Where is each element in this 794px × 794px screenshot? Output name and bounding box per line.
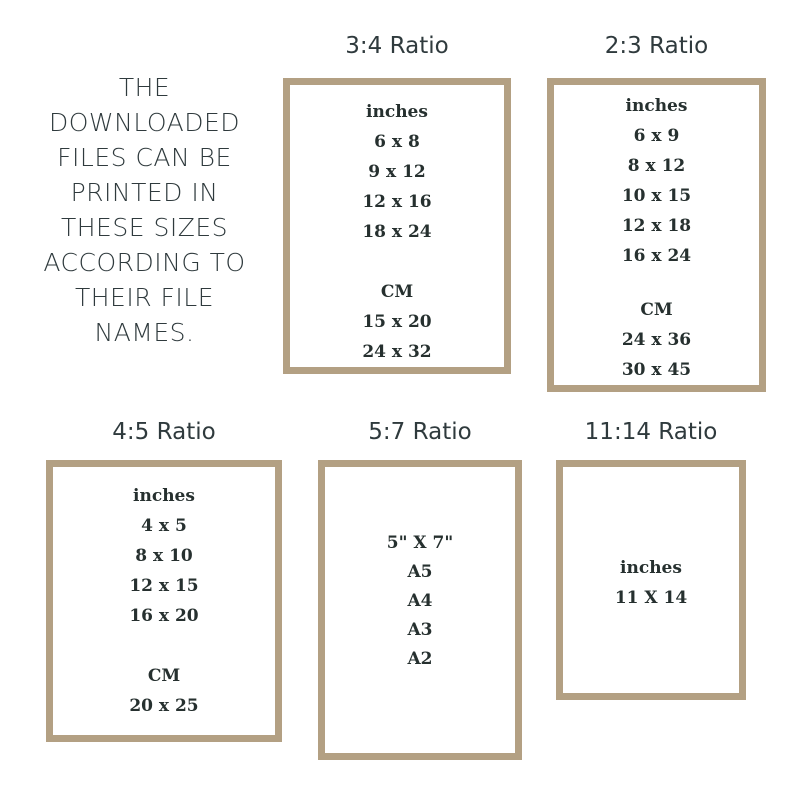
- ratio-title-11-14: 11:14 Ratio: [584, 419, 718, 445]
- frame-line: 24 x 32: [362, 342, 432, 362]
- frame-line: inches: [133, 486, 195, 506]
- intro-text: [22, 70, 267, 350]
- frame-line: 18 x 24: [362, 222, 432, 242]
- frame-line: 16 x 24: [621, 246, 692, 266]
- frame-line: 4 x 5: [141, 516, 187, 536]
- intro-line: THESE SIZES: [60, 213, 228, 242]
- frame-line: 24 x 36: [621, 330, 692, 350]
- frame-2-3: [547, 78, 766, 392]
- frame-line: 16 x 20: [129, 606, 199, 626]
- frame-line: inches: [620, 558, 682, 578]
- intro-line: FILES CAN BE: [57, 143, 232, 172]
- frame-line: CM: [640, 300, 673, 320]
- frame-5-7: [318, 460, 522, 760]
- frame-line: 12 x 18: [621, 216, 692, 236]
- frame-line: 6 x 9: [633, 126, 680, 146]
- intro-line: NAMES.: [94, 318, 195, 347]
- frame-11-14: [556, 460, 746, 700]
- frame-line: 5" X 7": [386, 533, 454, 553]
- frame-3-4: [283, 78, 511, 374]
- frame-line: A2: [407, 649, 433, 669]
- intro-line: ACCORDING TO: [43, 248, 246, 277]
- frame-line: 12 x 16: [362, 192, 432, 212]
- frame-line: CM: [380, 282, 414, 302]
- frame-4-5: [46, 460, 282, 742]
- frame-line: A3: [407, 620, 433, 640]
- intro-line: THEIR FILE: [74, 283, 215, 312]
- frame-line: 20 x 25: [129, 696, 199, 716]
- frame-line: 12 x 15: [129, 576, 199, 596]
- frame-line: A5: [407, 562, 433, 582]
- frame-line: 6 x 8: [374, 132, 420, 152]
- intro-line: THE: [118, 73, 171, 102]
- frame-line: 11 X 14: [614, 588, 688, 608]
- ratio-title-5-7: 5:7 Ratio: [368, 419, 472, 445]
- frame-line: inches: [366, 102, 428, 122]
- frame-line: inches: [625, 96, 688, 116]
- ratio-title-4-5: 4:5 Ratio: [112, 419, 216, 445]
- frame-line: 8 x 12: [627, 156, 686, 176]
- frame-line: A4: [407, 591, 433, 611]
- ratio-title-3-4: 3:4 Ratio: [345, 33, 449, 59]
- intro-line: PRINTED IN: [70, 178, 219, 207]
- frame-line: 8 x 10: [135, 546, 193, 566]
- frame-line: CM: [147, 666, 181, 686]
- intro-line: DOWNLOADED: [48, 108, 241, 137]
- ratio-title-2-3: 2:3 Ratio: [604, 33, 709, 59]
- frame-line: 9 x 12: [368, 162, 426, 182]
- frame-line: 15 x 20: [362, 312, 432, 332]
- frame-line: 30 x 45: [621, 360, 692, 380]
- frame-line: 10 x 15: [621, 186, 692, 206]
